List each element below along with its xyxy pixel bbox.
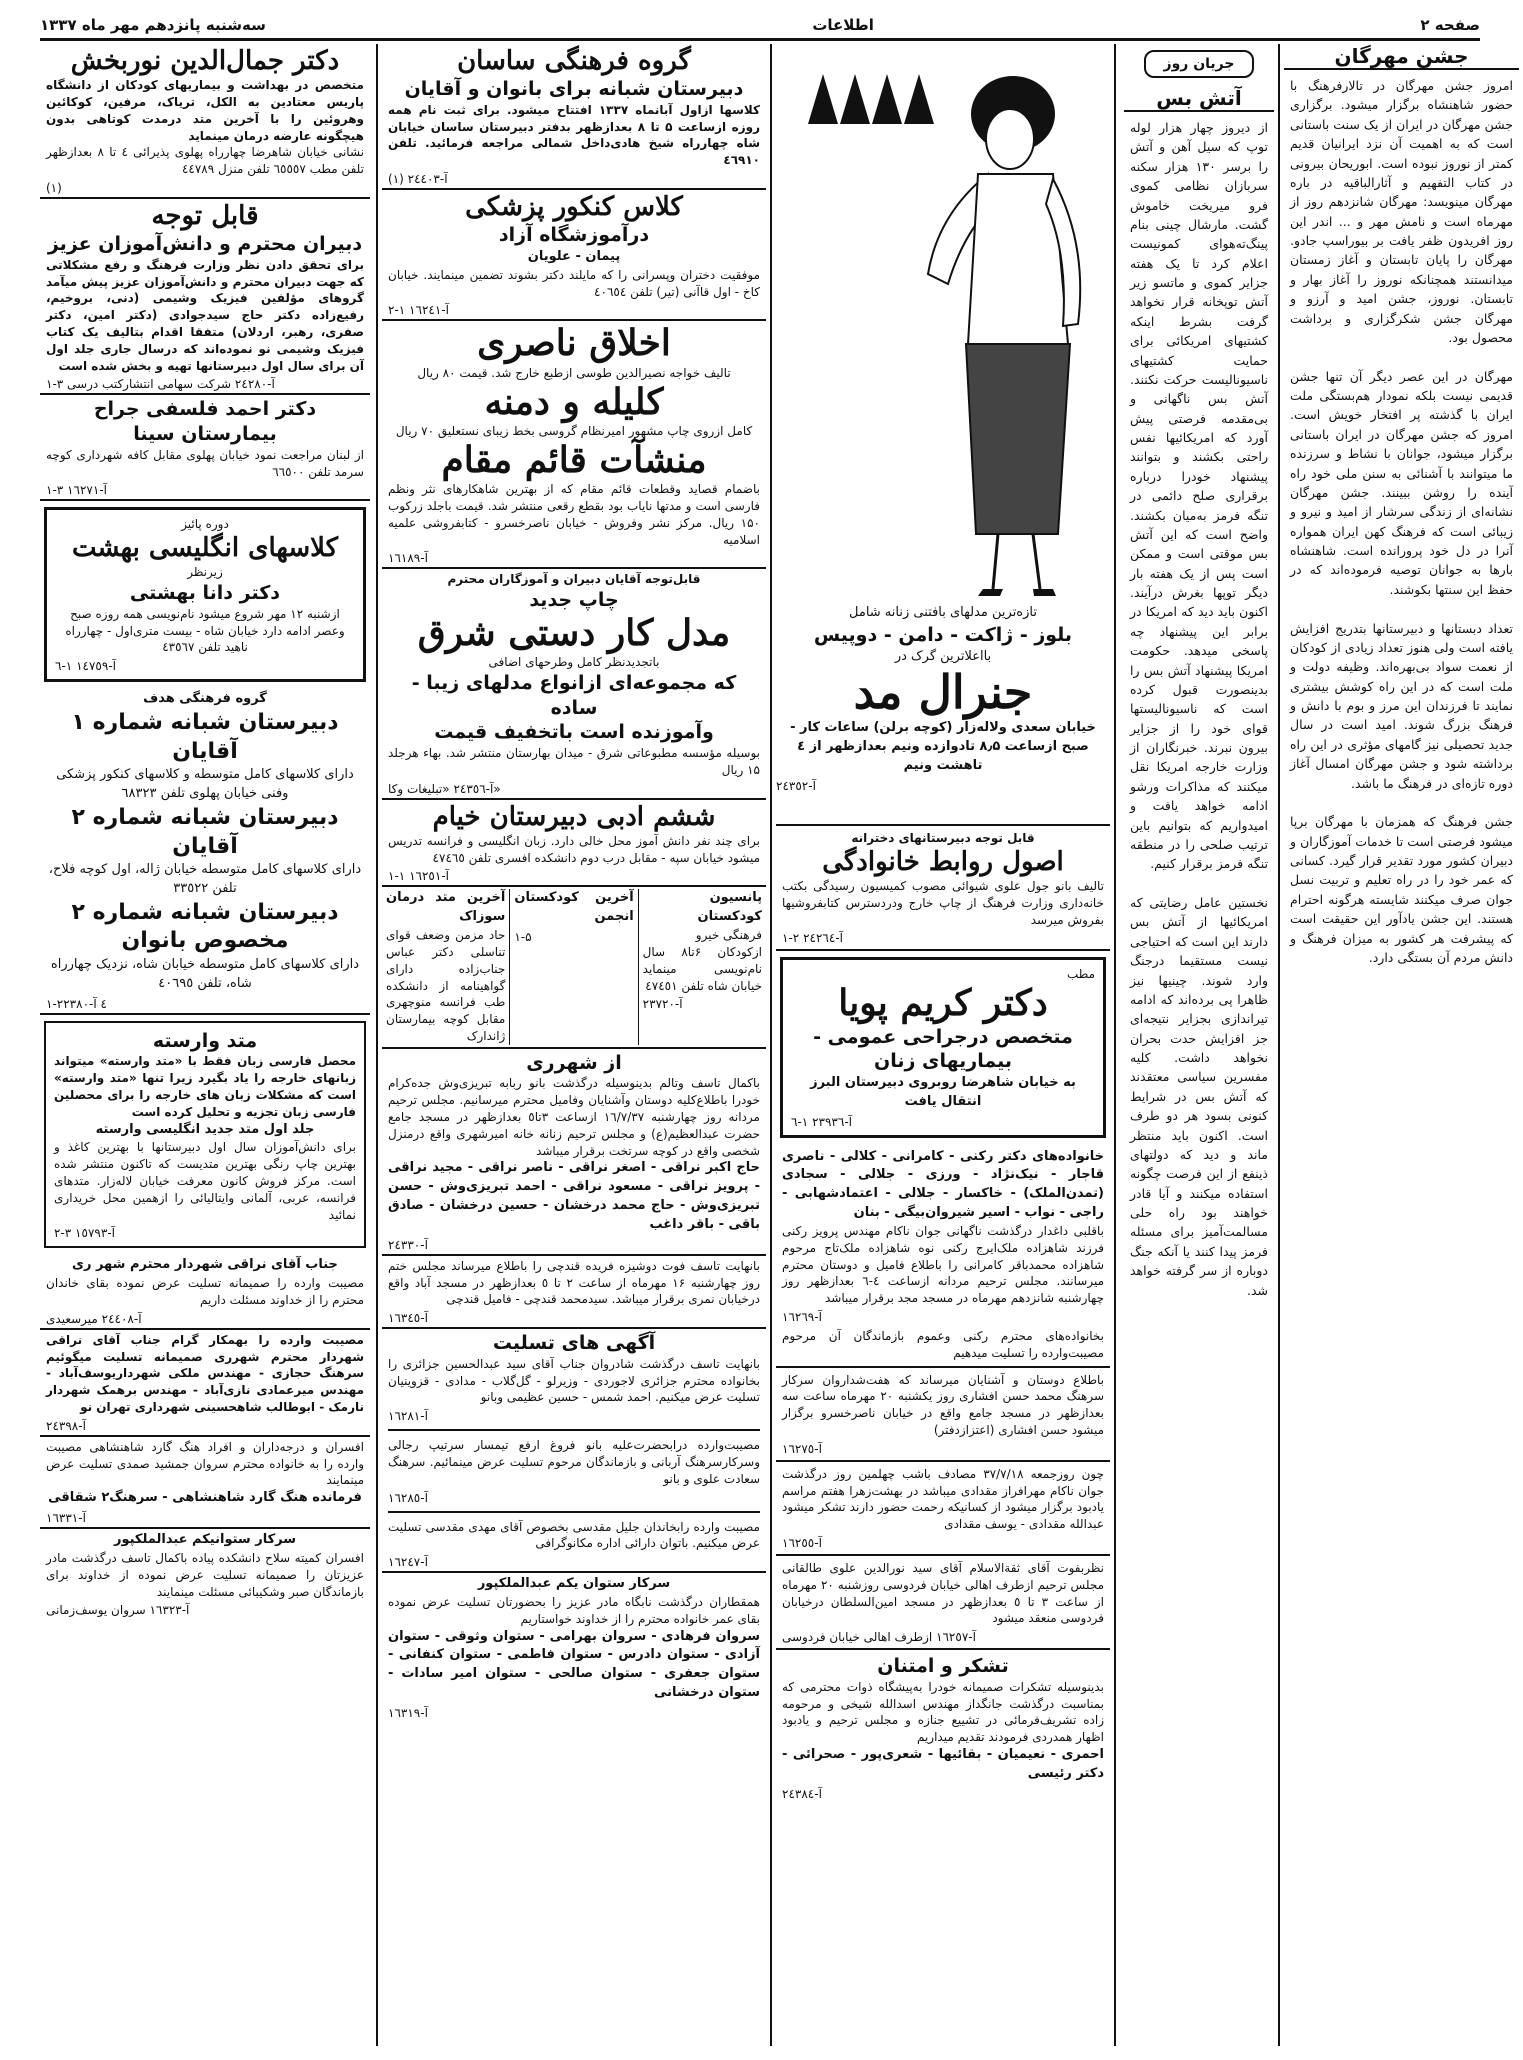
notice-title: سرکار ستوان یکم عبدالملکپور [477,1576,671,1592]
notice-names: سروان فرهادی - سروان بهرامی - ستوان وثوقی - ستوان آزادی - ستوان دادرس - ستوان فاطمی - ستوان کنفانی - ستوان جعفری - ستوان صالحی - ستوان امیر سادات - ستوان درخشانی [388,1628,760,1701]
ad-code: آ-١٦٢٥١ ۱-۱ [388,869,449,884]
ad-title1: دبیرستان شبانه شماره ۱ آقایان [71,710,339,764]
book-body: کامل ازروی چاپ مشهور امیرنظام گروسی بخط زیبای نستعلیق ۷۰ ریال [395,423,753,438]
ad-title3: دبیرستان شبانه شماره ۲ [71,899,339,925]
ad-code: آ-١٦٣٤٥ [388,1311,428,1326]
ad-under: زیرنظر [187,565,223,580]
book-title-akhlagh: اخلاق ناصری [477,322,671,365]
column-header-jarayan-ruz: جریان روز [1144,50,1254,78]
doctor-specialty: متخصص درجراحی عمومی - بیماریهای زنان [813,1025,1073,1073]
fashion-quality: بااعلاترین گرک در [894,648,992,664]
ad-body: موفقیت دختران وپسرانی را که مایلند دکتر بشوند تضمین مینمایند. خیابان کاخ - اول قاآنی (تیر) تلفن ٤٠٦٥٤ [388,267,760,299]
notice-body: مصیبت وارده رابخاندان جلیل مقدسی بخصوص آقای مهدی مقدسی تسلیت عرض میکنیم. باتوان دارائی اداره مکانوگرافی [388,1519,760,1551]
sasan-ad [382,44,766,190]
ad-code: آ-٢٤٣٣٠ [388,1237,428,1252]
taleghani-notice [776,1556,1110,1650]
ad-code: ۲-۱ آ-١٦٢٤١ [388,303,449,318]
ad-code: آ-١٦٢٦٩ [782,1309,822,1324]
abdolmalekpour-notice [382,1573,766,1722]
thanks-title: تشکر و امتنان [877,1655,1009,1678]
condolence-body: بخانواده‌های محترم رکنی وعموم بازماندگان آن مرحوم مصیبت‌وارده را تسلیت میدهیم [782,1328,1104,1360]
ad-body2: دارای کلاسهای کامل متوسطه خیابان ژاله، اول کوچه فلاح، تلفن ٣٣٥٢٢ [48,862,362,896]
ad-top2: چاپ جدید [529,589,619,612]
book-title-kelileh: کلیله و دمنه [484,380,664,423]
notice-body: همقطاران درگذشت نابگاه مادر عزیز را بحضورتان تسلیت عرض نموده بقای عمر خانواده محترم را از خداوند خواستاریم [388,1595,760,1626]
doctor-address: به خیابان شاهرضا روبروی دبیرستان البرز انتقال یافت [810,1074,1076,1109]
konkur-ad [382,190,766,321]
doctor-name: دکتر احمد فلسفی جراح بیمارستان سینا [93,398,317,446]
notice-body: مصیبت‌وارده درابحضرت‌علیه بانو فروغ ارفع تیمسار سرتیپ رجالی وسرکارسرهنگ آربانی و بازماندگان مرحوم تسلیت عرض مینمائیم. سرهنگ سعادت علوی و بانو [388,1438,760,1486]
notice-body: باکمال تاسف وتالم بدینوسیله درگذشت بانو ربابه تبریزی‌وش جده‌کرام خودرا باطلاع‌کلیه دوستان وآشنایان وفامیل محترم میرسانیم. مجلس ترحیم مردانه روز چهارشنبه ١٦/۷/٣۷ ازساعت ٣تا٥ بعدازظهر در مسجد جامع حضرت عبدالعظیم(ع) و مجلس ترحیم زنانه خانه امیرشهری واقع درمنزل شخصی واقع در کوچه سرتخت برقرار میباشد [388,1076,760,1158]
dr-nourbakhsh-ad [40,44,370,199]
ad-body1: دارای کلاسهای کامل متوسطه و کلاسهای کنکور پزشکی وفنی خیابان پهلوی تلفن ٦٨٣٢٣ [56,767,354,802]
mourning-families: خانواده‌های دکتر رکنی - کامرانی - کلالی - ناصری قاجار - نیک‌نژاد - ورزی - جلالی - سجادی (تمدن‌الملک) - خاکسار - جلالی - اعتمادشهابی - راجی - نواب - اسیر شیروان‌بیگی - بنان [782,1148,1104,1221]
abdolmalekpour-notice-2 [40,1529,370,1619]
ad-title2: جلد اول متد جدید انگلیسی وارسته [95,1121,315,1137]
mehregan-title: جشن مهرگان [1284,44,1519,70]
ad-code: آ-١٦٢٥۷ ازطرف اهالی خیابان فردوسی [782,1630,976,1645]
book-body: تالیف خواجه نصیرالدین طوسی ازطبع خارج شد. قیمت ۸۰ ریال [417,365,731,380]
notice-body: باطلاع دوستان و آشنایان میرساند که هفت‌شداروان سرکار سرهنگ محمد حسن افشاری روز یکشنبه ۲۰ مهرماه ساعت سه بعدازظهر در مسجد جامع واقع در خیابان ناصرخسرو برگزار میشود حسن افشاری (اعتزازدفتر) [782,1372,1104,1437]
ad-top: گروه فرهنگی هدف [143,691,267,707]
ad-body: ازکودکان ۶تا۸ سال نام‌نویسی مینماید خیابان شاه تلفن ٤٧٤٥١ [642,944,762,993]
ad-code: آ-١٤٧٥٩ ۱-٦ [55,659,116,674]
ad-code: آ-٢٣٧٢۰ [642,997,683,1012]
page-header [40,12,1480,41]
column-5 [1120,44,1523,2046]
ad-code: ۲-۳ آ-١٥٧٩٣ [54,1226,115,1241]
ad-code: آ-٢٤٤٠٨ میرسعیدی [46,1311,142,1326]
column-rule [376,44,378,2046]
ad-names: پیمان - علویان [527,248,621,264]
ad-code: آ-٢٣٩٣٦ ۱-٦ [791,1114,852,1129]
thanks-body: بدینوسیله تشکرات صمیمانه خودرا به‌پیشگاه ذوات محترمی که بمناسبت درگذشت جانگداز مهندس اسدالله شیخی و مرحومه زاده تشریف‌فرمائی در تشییع جنازه و مجلس ترحیم و یادبود اظهار همدردی فرمودند تقدیم میداریم [782,1679,1104,1745]
doctor-pouya-ad [780,957,1106,1137]
doctor-name: دکتر جمال‌الدین نوربخش [70,46,340,76]
ad-top: دوره پائیز [181,517,229,532]
column-3 [776,44,1110,2046]
ad-code: ۱-۵ [514,930,532,945]
ad-body2: برای دانش‌آموزان سال اول دبیرستانها با بهترین کاغذ و بهترین چاپ رنگی بهترین متدیست که تاکنون منتشر شده است. مرکز فروش کانون معرفت خیابان لاله‌زار. متدهای فرانسه، عربی، آلمانی وایتالیائی را ازهمین محل خریداری نمائید [54,1140,356,1222]
ad-subtitle: دبیرستان شبانه برای بانوان و آقایان [404,78,744,101]
ceasefire-title: آتش بس [1124,86,1274,112]
column-rule [770,44,772,2046]
kindergarten-ad [643,889,762,1044]
ad-body2: بوسیله مؤسسه مطبوعاتی شرق - میدان بهارستان منتشر شد. بهاء هرجلد ۱۵ ریال [388,746,760,777]
ad-body: برای چند نفر دانش آموز محل خالی دارد. زبان انگلیسی و فرانسه تدریس میشود خیابان سپه - مقابل درب دوم دانشکده افسری تلفن ٤٧٤٦٥ [388,833,760,865]
notice-body: مصیبت وارده را صمیمانه تسلیت عرض نموده بقای خاندان محترم را از خداوند مسئلت داریم [46,1276,364,1308]
issue-date: سه‌شنبه پانزدهم مهر ماه ۱۳۳۷ [40,16,266,34]
naraghi-notice [40,1254,370,1329]
family-relations-book-ad [776,826,1110,951]
column-rule [1114,44,1116,2046]
ad-code: (۱) [46,180,62,195]
khayyam-ad [382,800,766,888]
notice-body: افسران کمیته سلاح دانشکده پیاده باکمال تاسف درگذشت مادر عزیزتان را صمیمانه تسلیت عرض نموده از خداوند برای بازماندگان صبر وشکیبائی مسئلت مینمایند [46,1550,364,1599]
ad-body: از لبنان مراجعت نمود خیابان پهلوی مقابل کافه شهرداری کوچه سرمد تلفن ٦٦٥۰٠ [46,447,364,479]
ad-title: متد وارسته [152,1029,258,1052]
books-ad [382,321,766,569]
ad-code: آ-٢٤٣٥٦ «تبلیغات وکا» [388,781,501,796]
ghandchi-notice [382,1256,766,1329]
municipality-notice [40,1330,370,1437]
varasteh-method-ad [44,1021,366,1249]
ad-body: ازشنبه ۱۲ مهر شروع میشود نام‌نویسی همه روزه صبح وعصر ادامه دارد خیابان شاه - بیست متری‌اول - چهارراه ناهید تلفن ٤٣٥٦٧ [65,606,345,655]
ad-title: مدل کار دستی شرق [417,611,731,654]
ad-body: فرهنگی خیرو [695,928,762,943]
fashion-ad [776,44,1110,826]
ad-title2: که مجموعه‌ای ازانواع مدلهای زیبا - ساده [411,672,737,719]
book-body: تالیف بانو جول علوی شیوائی مصوب کمیسیون رسیدگی بکتب خانه‌داری وزارت فرهنگ از چاپ خارج ودردسترس کتابفروشیها بفروش میرسد [782,878,1104,927]
book-title: اصول روابط خانوادگی [822,846,1064,877]
notice-title: سرکار ستوانیکم عبدالملکپور [113,1532,297,1548]
notice-title: از شهرری [526,1051,622,1074]
ad-title4: مخصوص بانوان [121,928,289,954]
hadaf-ad [40,688,370,1014]
ad-code: آ-٢٤٣٩٨ [46,1418,86,1433]
ad-title: ششم ادبی دبیرستان خیام [432,801,716,832]
ad-subtitle: دبیران محترم و دانش‌آموزان عزیز [47,233,363,256]
ad-title: کلاسهای انگلیسی بهشت [71,533,339,564]
column-1 [40,44,370,2046]
meghdadi-notice [776,1462,1110,1556]
anjoman-ad [514,889,638,1044]
ceasefire-body: از دیروز چهار هزار لوله توپ که سیل آهن و آتش را برسر ۱۳۰ هزار سکنه سربازان نظامی کموی فرو میریخت خاموش گشت. مارشال چینی بنام پینگ‌ته‌هوای کمونیست اعلام کرد تا یک هفته جزایر کموی و ماتسو زیر آتش توپخانه قرار نخواهد گرفت بشرط اینکه کشتیهای امریکائی برای حمایت کشتیهای ناسیونالیست حرکت نکنند. آتش بس ناگهانی و بی‌مقدمه فرصتی پیش آورد که امریکائیها نفس راحتی بکشند و بتوانند پیشنهاد خودرا درباره برقراری صلح دائمی در تنگه فرمز به‌ميان بکشند. واضح است که این آتش بس موقتی است و ممکن است پس از یک هفته بار دیگر توپها بغرش درآیند. اکنون باید دید که امریکا در برابر این پیشنهاد چه پاسخی میدهد. حکومت امریکا پیشنهاد آتش بس را بدینصورت قبول کرده است که ناسیونالیستها قوای خود را از جزایر بیرون نبرند. خبرنگاران از وزارت خارجه امریکا نقل میکنند که مذاکرات ورشو ادامه خواهد یافت و امیدواریم که بتوانیم باین ترتیب صلحی را در منطقه تنگه فرمز برقرار کنیم. نخستین عامل رضایتی که امریکائیها از آتش بس دارند این است که احتیاجی نیست مستقیما درجنگ وارد شوند. چینیها نیز ظاهرا پی برده‌اند که ادامه تیراندازی بجزایر نتیجه‌ای جز افزایش حدت بحران نخواهد داشت. کلیه مفسرین سیاسی معتقدند که آتش بس در شرایط کنونی بسود هر دو طرف است. اکنون باید منتظر ماند و دید که دولتهای ذینفع از این فرصت چگونه استفاده میکنند و آیا قادر خواهند بود راه حلی مسالمت‌آمیز برای مسئله فرمز پیدا کنند یا آنکه جنگ دوباره از سر گرفته خواهد شد. [1130,120,1268,1298]
notice-body: بانهایت تاسف فوت دوشیزه فریده قندچی را باطلاع میرساند مجلس ختم روز چهارشنبه ۱۶ مهرماه از ساعت ۲ تا ٥ بعدازظهر در مسجد آباد واقع درخیابان نمری برقرار میباشد. سیدمحمد قندچی - فامیل قندچی [388,1258,761,1307]
ad-code: آ-١٦٢٥٥ [782,1535,822,1550]
physics-book-ad [40,199,370,395]
notice-body: افسران و درجه‌داران و افراد هنگ گارد شاهنشاهی مصیبت وارده را به خانواده محترم سروان جمشید صمدی تسلیت عرض مینمایند [46,1439,364,1488]
ad-name: دکتر دانا بهشتی [129,582,281,605]
ad-body: کلاسها ازاول آبانماه ۱۳۳۷ افتتاح میشود. برای ثبت نام همه روزه ازساعت ۵ تا ٨ بعدازظهر بدفتر دبیرستان ساسان خیابان شاه چهارراه شیخ هادی‌داخل شمالی مراجعه فرمائید. تلفن ٤٦٩١٠ [388,102,761,168]
ad-code: آ-١٦٣٣١ [46,1511,86,1526]
ad-code: آ-١٦٢٤٧ [388,1555,428,1570]
ad-code: آ-٢٤٤٠٣ (۱) [388,172,448,187]
ad-code: آ-١٦٣١٩ [388,1706,428,1721]
ad-code: آ-١٦١٨٩ [388,551,428,566]
ad-title2: دبیرستان شبانه شماره ۲ آقایان [71,804,339,859]
fashion-address: خیابان سعدی ولاله‌زار (کوچه برلن) ساعات کار - صبح ازساعت ۸٫۵ تادوازده ونیم بعدازظهر از ٤ تاهشت ونیم [790,720,1096,773]
ad-code: ۱-۳ آ-۲٤۲٨۰ شرکت سهامی انتشارکتب درسی [46,377,275,392]
newspaper-name: اطلاعات [812,16,874,34]
small-ads-row [382,887,766,1048]
ad-code: ۱-٤ آ-٢٢٣٨۰ [46,996,107,1011]
behesht-english-ad [44,507,366,682]
book-body: باضمام قصاید وقطعات قائم مقام که از بهترین شاهکارهای نثر ونظم فارسی است و مدتها نایاب بود بقطع رقعی منتشر شد. قیمت باجلد زرکوب ۱۵۰ ریال. مرکز نشر وفروش - خیابان ناصرخسرو - کتابفروشی علمیه اسلامیه [388,482,760,547]
thanks-names: احمری - نعیمیان - بقائیها - شعری‌پور - صحرائی - دکتر رئیسی [782,1747,1104,1781]
ad-title3: وآموزنده است باتخفیف قیمت [434,721,714,744]
afshari-notice [776,1368,1110,1462]
ad-body: حاد مزمن وضعف قوای تناسلی دکتر عباس جناب‌زاده دارای گواهینامه از دانشکده طب فرانسه منوچهری مقابل کوچه بیمارستان ژاندارک [386,928,506,1043]
ad-body: متخصص در بهداشت و بیماریهای کودکان از دانشگاه پاریس معتادین به الکل، تریاک، مرفین، کوکائین وهروئین را با آخرین متد درمدت کوتاهی بدون هیچگونه عارضه درمان مینماید [46,78,364,143]
general-mode-brand: جنرال مد [853,665,1033,720]
fashion-description: تازه‌ترین مدلهای بافتنی زنانه شامل [849,605,1037,620]
ad-body: باتجدیدنظر کامل وطرحهای اضافی [488,655,660,670]
column-2 [382,44,766,2046]
notice-title: جناب آقای نراقی شهردار محترم شهر ری [72,1257,338,1273]
ad-code: ۱-۳ آ-١٦٢٧١ [46,483,107,498]
ad-title: آخرین کودکستان انجمن [514,890,634,925]
guard-notice [40,1437,370,1529]
ad-code: آ-٢٤٣٨٤ [782,1786,822,1801]
ad-address: نشانی خیابان شاهرضا چهارراه پهلوی پذیرائی ٤ تا ٨ بعدازظهر تلفن مطب ٦٥٥٥٧ تلفن منزل ٤٤٧٨٩ [46,145,365,177]
shahr-rey-notice [382,1049,766,1256]
mehregan-body: امروز جشن مهرگان در تالارفرهنگ با حضور شاهنشاه برگزار میشود. برگزاری جشن مهرگان در ایران از یک سنت باستانی است که به اهمیت آن نزد ایرانیان قدیم کمتر از نوروز نبوده است. ابوریحان بیرونی در کتاب التفهیم و آثارالباقیه در باره مهرگان مینویسد: مهرگان شانزدهم روز از مهرماه است و نامش مهر و ... اندر این روز افریدون ظفر یافت بر بیوراسپ جادو. مهرگان را پایان تابستان و آغاز زمستان میدانستند همچنانکه نوروز را آغاز بهار و تابستان. نوروز، جشن امید و آرزو و مهرگان جشن شکرگزاری و برداشت محصول بود. مهرگان در این عصر دیگر آن تنها جشن قدیمی نیست بلکه نمودار هم‌بستگی ملت ایران با گذشته پر افتخار خویش است. امروز که جشن مهرگان در ایران باستانی برگزار میشود، جوانان با نشاط و سرزنده ما میتوانند با آشنائی به سنن ملی خود راه آینده را روشن ببینند. جشن مهرگان نشانه‌ای از زندگی سرشار از امید و نیرو و زیبائی است که فرهنگ کهن ایران همواره آنرا در دل خود پرورانده است. شاهنشاه بارها به جوانان توصیه فرموده‌اند که در حفظ این سنتها بکوشند. تعداد دبستانها و دبیرستانها بتدریج افزایش یافته است ولی هنوز تعداد زیادی از کودکان از نعمت سواد بی‌بهره‌اند. وظیفه دولت و ملت است که در این راه کوشش بیشتری نمایند تا فرزندان این مرز و بوم با دانش و فرهنگ بزرگ شوند. امید است در سال جدید تحصیلی نیز گامهای مؤثری در این راه برداشته شود و جشن مهرگان امسال آغاز دوره تازه‌ای در فرهنگ ما باشد. جشن فرهنگ که همزمان با مهرگان برپا میشود فرصتی است تا خدمات آموزگاران و دبیران کشور مورد تقدیر قرار گیرد. کسانی که عمر خود را در راه تعلیم و تربیت نسل جوان صرف میکنند شایسته هرگونه احترام هستند. این جشن یادآور این حقیقت است که پیشرفت هر کشور به میزان فرهنگ و دانش مردم آن بستگی دارد. [1290,78,1513,965]
rokni-mourning-notice [776,1144,1110,1368]
ad-title: گروه فرهنگی ساسان [457,46,691,76]
ad-subtitle: درآموزشگاه آزاد [498,224,650,247]
ad-code: آ-١٦٢٨١ [388,1409,428,1424]
doctor-name: دکتر کریم پویا [838,982,1048,1025]
shargh-model-ad [382,569,766,799]
book-title-monshaat: منشآت قائم مقام [441,438,707,481]
condolences-title: آگهی های تسلیت [492,1332,656,1355]
ad-title: پانسیون کودکستان [697,890,762,925]
ad-code: آ-٢٤٢٦٤ ۲-۱ [782,931,843,946]
ad-body: برای تحقق دادن نظر وزارت فرهنگ و رفع مشکلاتی که جهت دبیران محترم و دانش‌آموزان عزیز پیش میآمد گروهای مؤلفین فیزیک وشیمی (دنی، بروخیم، رفیع‌زاده دکتر حاج سیدجوادی (دکتر امین، دکتر صفری، رهبر، اردلان) متفقا اقدام بتالیف یک کتاب فیزیک وشیمی نو نموده‌اند که درسال جاری جلد اول آن برای سال اول دبیرستانها تهیه و بخش شده است [46,257,364,373]
ad-code: آ-٢٤٣٥٢ [776,778,816,793]
condolences-section [382,1329,766,1573]
notice-body: مصیبت وارده را بهمکار گرام جناب آقای نراقی شهردار محترم شهرری صمیمانه تسلیت میگوئیم سرهنگ حجازی - مهندس ملکی شهرداریوسف‌آباد - مهندس میرعمادی نازی‌آباد - مهندس برهمک شهردار نارمک - ابوطالب شاهحسینی شهرداری تهران نو [46,1332,364,1415]
book-ad-top: قابل توجه دبیرستانهای دخترانه [851,831,1035,845]
notice-body: چون روزجمعه ٣٧/۷/١٨ مصادف باشب چهلمین روز درگذشت جوان ناکام مهرافراز مقدادی میباشد در بهشت‌زهرا هفتم مراسم یادبود برگزار میشود از کسانیکه رحمت حضور دارند تشکر میشود عبدالله مقدادی - یوسف مقدادی [782,1466,1104,1532]
ad-code: آ-١٦٢٨٥ [388,1490,428,1505]
fashion-illustration [778,44,1108,604]
page-number: صفحه ۲ [1420,16,1480,34]
ad-title: قابل توجه [151,200,259,231]
ceasefire-column [1120,44,1278,2046]
ad-title: کلاس کنکور پزشکی [465,192,683,223]
clinic-ad [386,889,510,1044]
doctor-ad-top: مطب [1066,967,1095,982]
ad-top: قابل‌توجه آقایان دبیران و آموزگاران محترم [447,572,701,587]
ad-body: محصل فارسی زبان فقط با «متد وارسته» میتواند زبانهای خارجه را یاد بگیرد زیرا تنها «متد وارسته» است که مشکلات زبان های خارجه را برای محصلین فارسی زبان تجزیه و تحلیل کرده است [54,1054,356,1119]
mourning-body: باقلبی داغدار درگذشت ناگهانی جوان ناکام مهندس پرویز رکنی فرزند شاهزاده ملک‌ایرج رکنی نوه شاهزاده ملک‌تاج مرحوم شاهزاده محمدباقر کامرانی را باطلاع فامیل و دوستان محترم میرسانند. مجلس ترحیم مردانه ازساعت ٤-٦ بعدازظهر روز چهارشنبه شانزدهم مهرماه در مسجد مجد برقرار میباشد [782,1224,1104,1306]
dr-falsafi-ad [40,395,370,501]
thanks-notice [776,1650,1110,1805]
ad-code: آ-١٦٣٢٣ سروان یوسف‌زمانی [46,1603,190,1618]
ad-body3: دارای کلاسهای کامل متوسطه خیابان شاه، نزدیک چهارراه شاه، تلفن ٤٠٦٩٥ [50,957,360,991]
fashion-items: بلوز - ژاکت - دامن - دوپیس [813,623,1073,646]
ad-title: آخرین متد درمان سوزاک [386,890,506,925]
notice-body: بانهایت تاسف درگذشت شادروان جناب آقای سید عبدالحسین جزائری را بخانواده محترم جزائری لاجوردی - وزیرلو - گل‌گلاب - مدادی - قزوینیان تسلیت عرض میکنیم. احمد شمس - حسین عظیمی وبانو [388,1356,760,1405]
notice-title: فرمانده هنگ گارد شاهنشاهی - سرهنگ۲ شقاقی [48,1490,362,1506]
notice-body: نظربفوت آقای ثقة‌الاسلام آقای سید نورالدین علوی طالقانی مجلس ترحیم ازطرف اهالی خیابان فردوسی روزشنبه ۲۰ مهرماه از ساعت ٣ تا ٥ بعدازظهر در مسجد امین‌السلطان درخیابان فردوسی منعقد میشود [782,1560,1104,1626]
notice-names: حاج اکبر نراقی - اصغر نراقی - ناصر نراقی - مجید نراقی - پرویز نراقی - مسعود نراقی - احمد تبریزی‌وش - حسن تبریزی‌وش - حاج محمد درخشان - حسین درخشان - صادق باقی - باقر داغب [388,1160,760,1232]
ad-code: آ-١٦٢٧٥ [782,1441,822,1456]
mehregan-column [1280,44,1523,2046]
